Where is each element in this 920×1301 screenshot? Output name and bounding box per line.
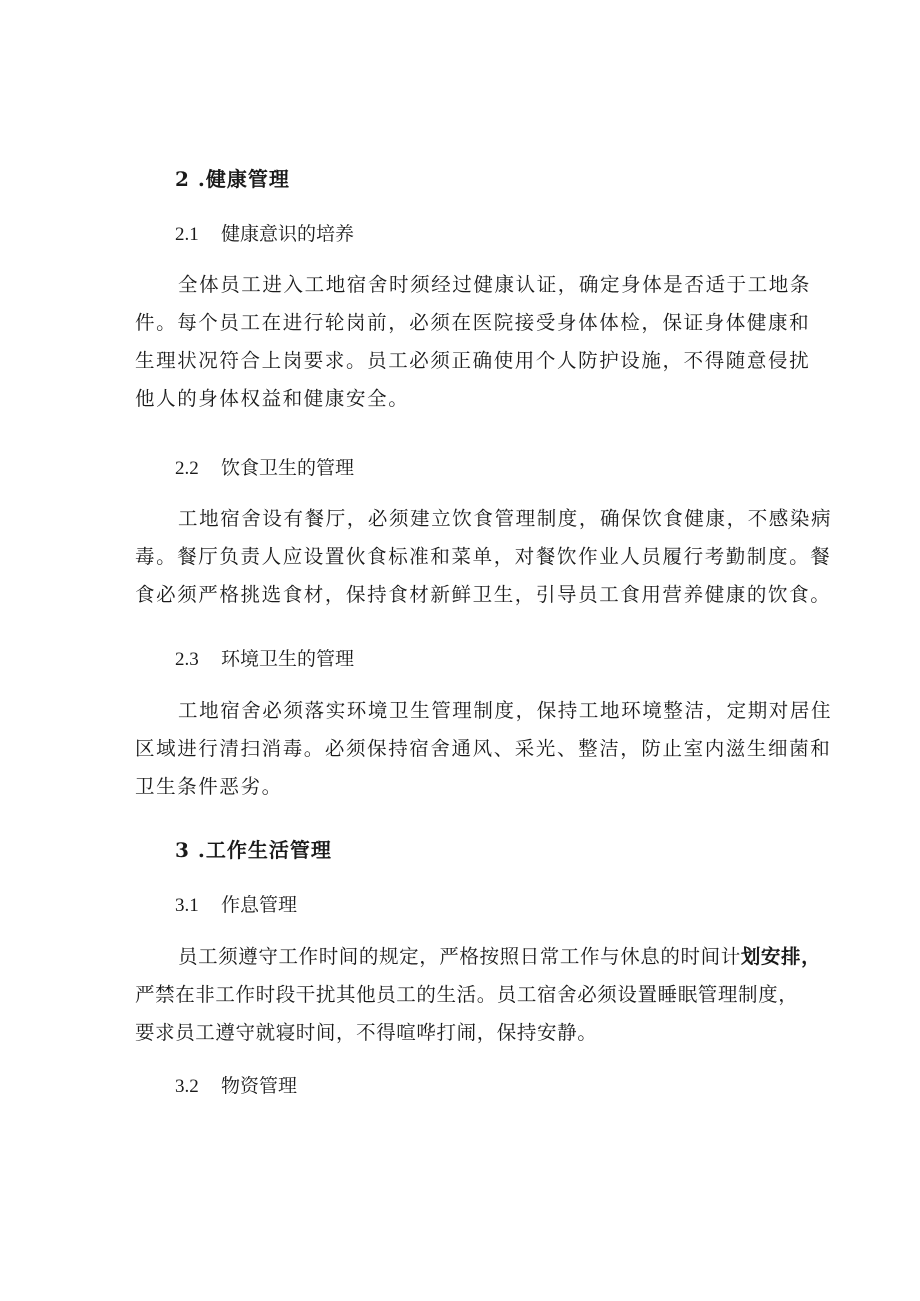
paragraph-2-2	[135, 500, 833, 614]
text-line: 工地宿舍必须落实环境卫生管理制度，保持工地环境整洁，定期对居住	[178, 699, 833, 722]
text-line: 要求员工遵守就寝时间，不得喧哗打闹，保持安静。	[135, 1021, 598, 1044]
subsection-number: 3.1	[175, 895, 199, 916]
paragraph-2-3	[135, 692, 833, 806]
text-line: 件。每个员工在进行轮岗前，必须在医院接受身体体检，保证身体健康和	[135, 311, 811, 334]
text-line: 他人的身体权益和健康安全。	[135, 387, 410, 410]
subsection-2-1-heading	[175, 219, 354, 246]
subsection-title: 作息管理	[221, 894, 298, 916]
text-line: 卫生条件恶劣。	[135, 775, 283, 798]
subsection-number: 3.2	[175, 1076, 199, 1097]
text-line: 区域进行清扫消毒。必须保持宿舍通风、采光、整洁，防止室内滋生细菌和	[135, 737, 832, 760]
subsection-2-3-heading	[175, 644, 354, 671]
subsection-title: 健康意识的培养	[221, 223, 355, 245]
text-line	[178, 938, 821, 976]
subsection-2-2-heading	[175, 453, 354, 480]
text-line: 全体员工进入工地宿舍时须经过健康认证，确定身体是否适于工地条	[178, 273, 812, 296]
subsection-3-2-heading	[175, 1071, 297, 1098]
text-segment: 员工须遵守工作时间的规定，严格按照日常工作与休息的时间计	[178, 945, 741, 968]
text-line: 食必须严格挑选食材，保持食材新鲜卫生，引导员工食用营养健康的饮食。	[135, 583, 832, 606]
bold-text-segment: 划安排，	[740, 945, 822, 968]
text-line: 严禁在非工作时段干扰其他员工的生活。员工宿舍必须设置睡眠管理制度，	[135, 983, 799, 1006]
subsection-title: 环境卫生的管理	[221, 648, 355, 670]
subsection-number: 2.2	[175, 458, 199, 479]
paragraph-2-1	[135, 266, 812, 418]
subsection-title: 物资管理	[221, 1075, 298, 1097]
text-line: 毒。餐厅负责人应设置伙食标准和菜单，对餐饮作业人员履行考勤制度。餐	[135, 545, 832, 568]
subsection-number: 2.3	[175, 649, 199, 670]
subsection-number: 2.1	[175, 224, 199, 245]
section-3-heading: 3 .工作生活管理	[175, 838, 332, 862]
section-2-heading: 2 .健康管理	[175, 167, 290, 191]
paragraph-3-1	[135, 938, 822, 1052]
text-line: 生理状况符合上岗要求。员工必须正确使用个人防护设施，不得随意侵扰	[135, 349, 811, 372]
subsection-title: 饮食卫生的管理	[221, 457, 355, 479]
subsection-3-1-heading	[175, 890, 297, 917]
text-line: 工地宿舍设有餐厅，必须建立饮食管理制度，确保饮食健康，不感染病	[178, 507, 833, 530]
